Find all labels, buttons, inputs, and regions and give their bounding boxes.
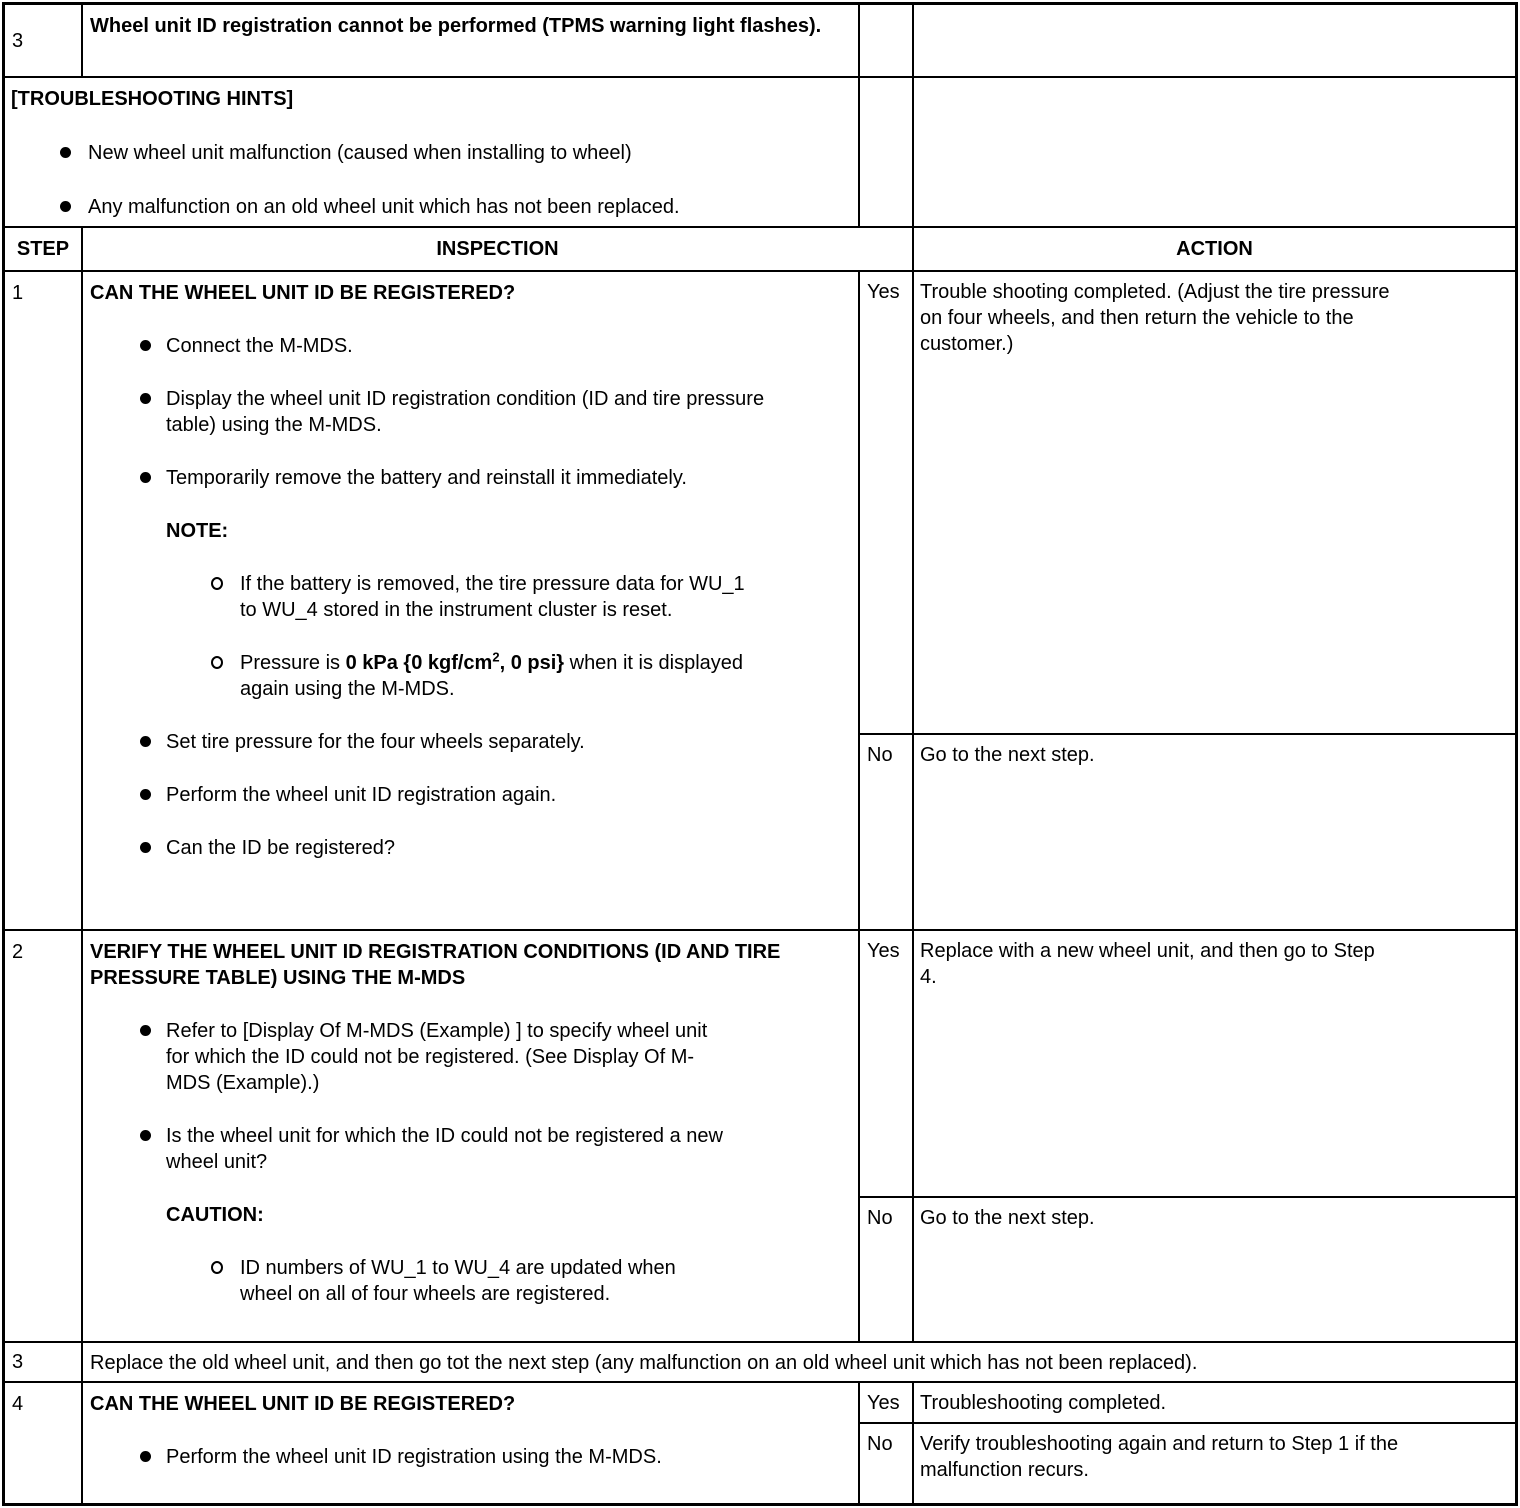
header-inspection: INSPECTION: [83, 228, 914, 270]
list-item: [140, 333, 858, 359]
inspection-text: Can the ID be registered?: [166, 837, 396, 859]
inspection-text: Connect the M-MDS.: [166, 335, 353, 357]
inspection-title: CAN THE WHEEL UNIT ID BE REGISTERED?: [90, 282, 516, 304]
action-text: Trouble shooting completed. (Adjust the tire pressure on four wheels, and then return the vehicle to the customer.): [920, 281, 1390, 355]
list-item: [140, 1123, 858, 1175]
step-text: Replace the old wheel unit, and then go tot the next step (any malfunction on an old wheel unit which has not been replaced).: [90, 1352, 1198, 1374]
yes-branch: [860, 1383, 1515, 1424]
inspection-text: Set tire pressure for the four wheels separately.: [166, 731, 585, 753]
no-label: No: [867, 1207, 893, 1229]
bullet-icon: [140, 1018, 166, 1096]
action-cell: [914, 272, 1515, 733]
no-cell: [860, 1424, 914, 1503]
empty-action-cell: [914, 78, 1515, 226]
list-item: [140, 782, 858, 808]
circle-bullet-icon: [211, 650, 240, 702]
inspection-cell: [83, 1383, 860, 1503]
yes-label: Yes: [867, 940, 900, 962]
yes-branch: [860, 272, 1515, 735]
inspection-cell: [83, 272, 860, 929]
note-label: NOTE:: [166, 520, 229, 542]
list-item: [211, 650, 858, 702]
step-number-cell: [5, 1343, 83, 1381]
hints-cell: [5, 78, 860, 226]
step-number-cell: [5, 1383, 83, 1503]
empty-yn-cell: [860, 78, 914, 226]
step-number-cell: [5, 272, 83, 929]
list-item: [140, 386, 858, 438]
list-item: [140, 465, 858, 491]
inspection-text: Display the wheel unit ID registration condition (ID and tire pressure table) using the M-MDS.: [166, 388, 765, 436]
bullet-icon: [140, 1123, 166, 1175]
inspection-cell: [83, 931, 860, 1341]
inspection-text: Is the wheel unit for which the ID could not be registered a new wheel unit?: [166, 1125, 723, 1173]
no-branch: [860, 1424, 1515, 1503]
inspection-title: CAN THE WHEEL UNIT ID BE REGISTERED?: [90, 1393, 516, 1415]
no-cell: [860, 1198, 914, 1341]
action-text: Troubleshooting completed.: [920, 1392, 1167, 1414]
table-row-step-2: [5, 931, 1515, 1343]
list-item: [140, 729, 858, 755]
empty-yn-cell: [860, 5, 914, 76]
problem-number: 3: [12, 29, 24, 52]
inspection-text: Refer to [Display Of M-MDS (Example) ] to specify wheel unit for which the ID could not be registered. (See Display Of M-MDS (Example).): [166, 1020, 708, 1094]
step-number: 3: [12, 1351, 24, 1373]
problem-row: [5, 5, 1515, 78]
yes-cell: [860, 931, 914, 1196]
note-text: Pressure is 0 kPa {0 kgf/$cm^2$, 0 psi} when it is displayed again using the M-MDS.: [240, 649, 744, 700]
bullet-icon: [140, 333, 166, 359]
yes-cell: [860, 272, 914, 733]
inspection-text: Perform the wheel unit ID registration again.: [166, 784, 557, 806]
bullet-icon: [140, 729, 166, 755]
header-action: ACTION: [1176, 238, 1253, 260]
list-item: [140, 1444, 858, 1470]
caution-text: ID numbers of WU_1 to WU_4 are updated when wheel on all of four wheels are registered.: [240, 1257, 676, 1305]
no-label: No: [867, 744, 893, 766]
step-number-cell: [5, 931, 83, 1341]
action-cell: [914, 1383, 1515, 1422]
bullet-icon: [60, 194, 88, 220]
list-item: [60, 194, 858, 220]
no-branch: [860, 1198, 1515, 1341]
step-number: 2: [12, 941, 24, 963]
action-column: [860, 272, 1515, 929]
yes-label: Yes: [867, 1392, 900, 1414]
table-row-step-1: [5, 272, 1515, 931]
bullet-icon: [140, 1444, 166, 1470]
action-cell: [914, 931, 1515, 1196]
list-item: [211, 571, 858, 623]
circle-bullet-icon: [211, 1255, 240, 1307]
troubleshooting-table: [2, 2, 1518, 1506]
problem-description: Wheel unit ID registration cannot be performed (TPMS warning light flashes).: [90, 15, 822, 37]
spanning-cell: [83, 1343, 1515, 1381]
action-text: Go to the next step.: [920, 1207, 1095, 1229]
inspection-text: Perform the wheel unit ID registration using the M-MDS.: [166, 1446, 662, 1468]
bullet-icon: [60, 140, 88, 166]
yes-cell: [860, 1383, 914, 1422]
header-step: STEP: [5, 228, 83, 270]
bullet-icon: [140, 835, 166, 861]
circle-bullet-icon: [211, 571, 240, 623]
action-text: Go to the next step.: [920, 744, 1095, 766]
bullet-icon: [140, 465, 166, 491]
action-cell: [914, 735, 1515, 929]
action-cell: [914, 1198, 1515, 1341]
problem-description-cell: [83, 5, 860, 76]
table-row-step-3: [5, 1343, 1515, 1383]
problem-number-cell: [5, 5, 83, 76]
no-label: No: [867, 1433, 893, 1455]
no-cell: [860, 735, 914, 929]
hint-text: New wheel unit malfunction (caused when installing to wheel): [88, 142, 632, 164]
table-row-step-4: [5, 1383, 1515, 1503]
action-column: [860, 931, 1515, 1341]
inspection-text: Temporarily remove the battery and reinstall it immediately.: [166, 467, 687, 489]
list-item: [140, 1018, 858, 1096]
bullet-icon: [140, 782, 166, 808]
action-column: [860, 1383, 1515, 1503]
caution-label: CAUTION:: [166, 1204, 264, 1226]
yes-label: Yes: [867, 281, 900, 303]
empty-action-cell: [914, 5, 1515, 76]
action-text: Verify troubleshooting again and return to Step 1 if the malfunction recurs.: [920, 1433, 1399, 1481]
step-number: 4: [12, 1393, 24, 1415]
hints-title: [TROUBLESHOOTING HINTS]: [11, 88, 294, 110]
table-header-row: [5, 228, 1515, 272]
bullet-icon: [140, 386, 166, 438]
list-item: [60, 140, 858, 166]
list-item: [211, 1255, 858, 1307]
note-text: If the battery is removed, the tire pressure data for WU_1 to WU_4 stored in the instrument cluster is reset.: [240, 573, 745, 621]
hints-row: [5, 78, 1515, 228]
yes-branch: [860, 931, 1515, 1198]
list-item: [140, 835, 858, 861]
hint-text: Any malfunction on an old wheel unit which has not been replaced.: [88, 196, 680, 218]
action-cell: [914, 1424, 1515, 1503]
action-text: Replace with a new wheel unit, and then go to Step 4.: [920, 940, 1375, 988]
inspection-title: VERIFY THE WHEEL UNIT ID REGISTRATION CONDITIONS (ID AND TIRE PRESSURE TABLE) USING THE M-MDS: [90, 941, 781, 989]
step-number: 1: [12, 282, 24, 304]
no-branch: [860, 735, 1515, 929]
